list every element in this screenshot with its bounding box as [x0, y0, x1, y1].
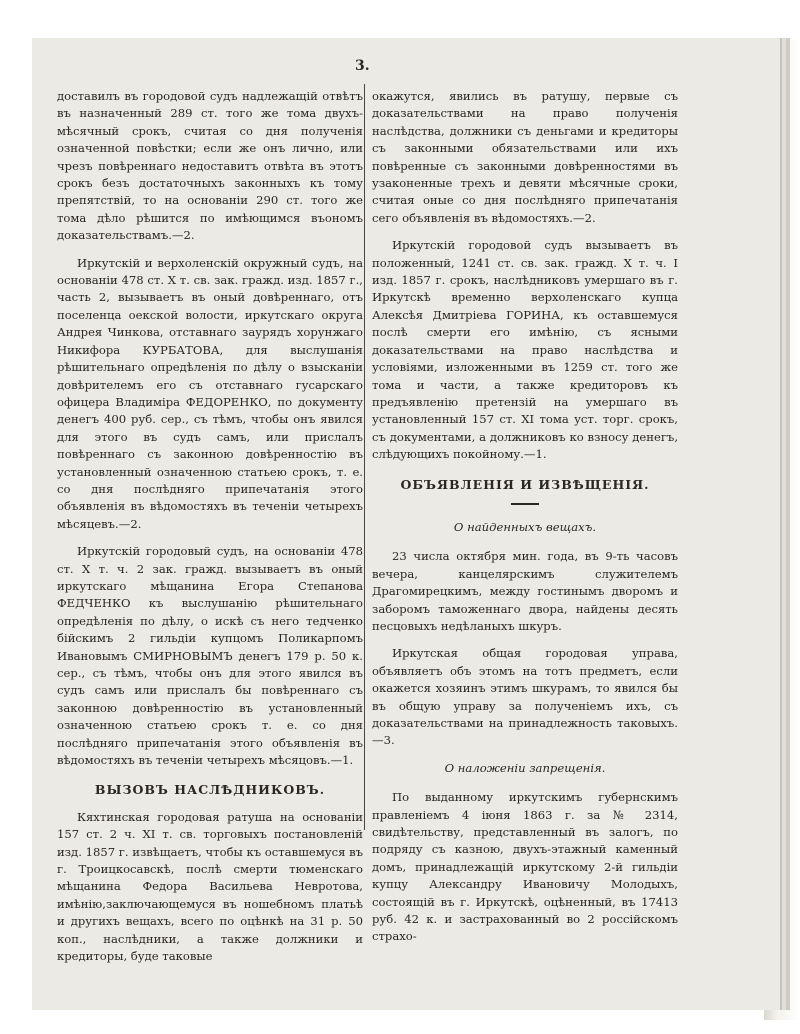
section-heading: ОБЪЯВЛЕНІЯ И ИЗВѢЩЕНІЯ.: [400, 476, 650, 492]
notice-paragraph: Кяхтинская городовая ратуша на основаніи 157 ст. 2 ч. XI т. св. торговыхъ постановленій изд. 1857 г. извѣщаетъ, чтобы къ оставшемуся въ г. Троицкосавскѣ, послѣ смерти тюменскаго мѣщанина Федора Васильева Невротова, имѣнію,заключающемуся въ ношебномъ платьѣ и другихъ вещахъ, всего по оцѣнкѣ на 31 р. 50 коп., наслѣдники, а также должники и кредиторы, буде таковые: [57, 809, 363, 964]
notice-paragraph: Иркутскій и верхоленскій окружный судъ, на основаніи 478 ст. X т. св. зак. гражд. изд. 1857 г., часть 2, вызываетъ въ оный довѣреннаго, отъ поселенца оекской волости, иркутскаго округа Андрея Чинкова, отставнаго заурядъ хорунжаго Никифора КУРБАТОВА, для выслушанія рѣшительнаго опредѣленія по дѣлу о взысканіи довѣрителемъ его съ отставнаго гусарскаго офицера Владиміра ФЕДОРЕНКО, по документу денегъ 400 руб. сер., съ тѣмъ, чтобы онъ явился для этого въ судъ самъ, или прислалъ повѣреннаго съ законною довѣренностію въ установленный означенною статьею срокъ, т. е. со дня послѣдняго припечатанія этого объявленія въ вѣдомостяхъ въ теченіи четырехъ мѣсяцевъ.—2.: [57, 255, 363, 531]
notice-paragraph: Иркутская общая городовая управа, объявляетъ объ этомъ на тотъ предметъ, если окажется хозяинъ этимъ шкурамъ, то явился бы въ общую управу за полученіемъ ихъ, съ доказательствами на принадлежность таковыхъ.—3.: [372, 646, 678, 748]
notice-paragraph: Иркутскій городовый судъ, на основаніи 478 ст. X т. ч. 2 зак. гражд. вызываетъ въ оный иркутскаго мѣщанина Егора Степанова ФЕДЧЕНКО къ выслушанію рѣшительнаго опредѣленія по дѣлу, о искѣ съ него тедченко бійскимъ 2 гильдіи купцомъ Поликарпомъ Ивановымъ СМИРНОВЫМЪ денегъ 179 р. 50 к. сер., съ тѣмъ, чтобы онъ для этого явился въ судъ самъ или прислалъ бы повѣреннаго съ законною довѣренностію въ установленный означенною статьею срокъ т. е. со дня послѣдняго припечатанія этого объявленія въ вѣдомостяхъ въ теченіи четырехъ мѣсяцовъ.—1.: [57, 544, 363, 768]
section-rule: [511, 503, 539, 505]
notice-paragraph: Иркутскій городовой судъ вызываетъ въ положенный, 1241 ст. св. зак. гражд. X т. ч. I изд. 1857 г. срокъ, наслѣдниковъ умершаго въ г. Иркутскѣ временно верхоленскаго купца Алексѣя Дмитріева ГОРИНА, къ оставшемуся послѣ смерти его имѣнію, съ ясными доказательствами на право наслѣдства и условіями, изложенными въ 1259 ст. того же тома и части, а также кредиторовъ къ предъявленію претензій на умершаго въ установленный 157 ст. XI тома уст. торг. срокъ, съ документами, а должниковъ ко взносу денегъ, слѣдующихъ покойному.—1.: [372, 238, 678, 462]
column-divider: [364, 84, 365, 830]
section-heading: ВЫЗОВЪ НАСЛѢДНИКОВЪ.: [94, 782, 326, 798]
left-column: [57, 88, 363, 976]
notice-paragraph: окажутся, явились въ ратушу, первые съ доказательствами на право полученія наслѣдства, должники съ деньгами и кредиторы съ законными обязательствами или ихъ повѣренные съ законными довѣренностями въ узаконенные трехъ и девяти мѣсячные сроки, считая оные со дня послѣдняго припечатанія сего объявленія въ вѣдомостяхъ.—2.: [372, 89, 678, 225]
notice-paragraph: доставилъ въ городовой судъ надлежащій отвѣтъ въ назначенный 289 ст. того же тома двухъ-мѣсячный срокъ, считая со дня полученія означенной повѣстки; если же онъ лично, или чрезъ повѣреннаго недоставитъ отвѣта въ этотъ срокъ безъ достаточныхъ законныхъ къ тому препятствій, то на основаніи 290 ст. того же тома дѣло рѣшится по имѣющимся въономъ доказательствамъ.—2.: [57, 89, 363, 243]
subsection-heading: О наложеніи запрещенія.: [444, 760, 606, 775]
subsection-heading: О найденныхъ вещахъ.: [453, 519, 597, 534]
notice-paragraph: По выданному иркутскимъ губернскимъ правленіемъ 4 іюня 1863 г. за № 2314, свидѣтельству, представленный въ залогъ, по подряду съ казною, двухъ-этажный каменный домъ, принадлежащій иркутскому 2-й гильдіи купцу Александру Ивановичу Молодыхъ, состоящій въ г. Иркутскѣ, оцѣненный, въ 17413 руб. 42 к. и застрахованный во 2 россійскомъ страхо-: [372, 790, 678, 944]
page-number: 3.: [355, 58, 370, 74]
notice-paragraph: 23 числа октября мин. года, въ 9-ть часовъ вечера, канцелярскимъ служителемъ Драгомирецкимъ, между гостинымъ дворомъ и заборомъ таможеннаго двора, найдены десять песцовыхъ недѣланыхъ шкуръ.: [372, 549, 678, 633]
right-column: [372, 88, 678, 956]
